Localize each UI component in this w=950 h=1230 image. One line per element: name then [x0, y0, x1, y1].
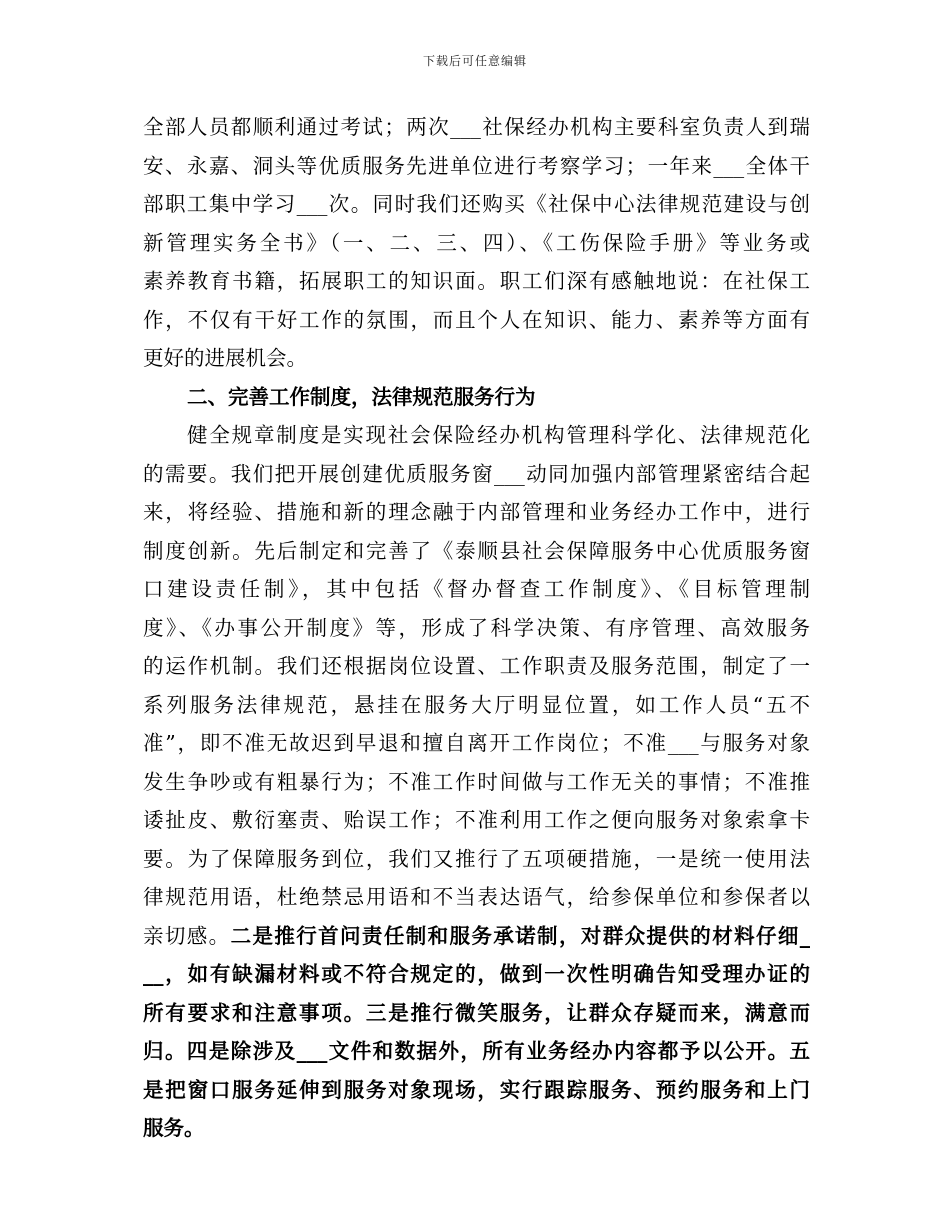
text-line: 来，将经验、措施和新的理念融于内部管理和业务经办工作中，进行	[143, 500, 810, 524]
text-line-bold: 归。四是除涉及___文件和数据外，所有业务经办内容都予以公开。五	[143, 1039, 810, 1063]
text-line: 口建设责任制》，其中包括《督办督查工作制度》、《目标管理制	[143, 577, 810, 601]
text-bold: 二是推行首问责任制和服务承诺制，对群众提供的材料仔细_	[230, 923, 810, 948]
text-line: 部职工集中学习___次。同时我们还购买《社保中心法律规范建设与创	[143, 192, 810, 216]
text-line-bold: 所有要求和注意事项。三是推行微笑服务，让群众存疑而来，满意而	[143, 1000, 810, 1025]
text-line: 更好的进展机会。	[143, 346, 307, 370]
text-line: 发生争吵或有粗暴行为；不准工作时间做与工作无关的事情；不准推	[143, 769, 810, 794]
text-line-bold: __，如有缺漏材料或不符合规定的，做到一次性明确告知受理办证的	[143, 962, 810, 986]
text-line: 制度创新。先后制定和完善了《泰顺县社会保障服务中心优质服务窗	[143, 538, 810, 563]
document-body	[143, 108, 810, 1148]
paragraph-1	[143, 108, 810, 378]
text-line: 全部人员都顺利通过考试；两次___社保经办机构主要科室负责人到瑞	[143, 115, 810, 139]
text-line: 系列服务法律规范，悬挂在服务大厅明显位置，如工作人员“五不	[143, 692, 810, 717]
text-line: 健全规章制度是实现社会保险经办机构管理科学化、法律规范化	[187, 423, 810, 447]
page-header: 下载后可任意编辑	[422, 54, 527, 68]
text-line: 的运作机制。我们还根据岗位设置、工作职责及服务范围，制定了一	[143, 654, 810, 678]
text-line: 诿扯皮、敷衍塞责、贻误工作；不准利用工作之便向服务对象索拿卡	[143, 808, 810, 832]
text-line: 作，不仅有干好工作的氛围，而且个人在知识、能力、素养等方面有	[143, 307, 810, 332]
text-line-mixed	[143, 917, 810, 956]
section-heading: 二、完善工作制度，法律规范服务行为	[187, 384, 536, 409]
text-line: 要。为了保障服务到位，我们又推行了五项硬措施，一是统一使用法	[143, 846, 810, 871]
text-line: 素养教育书籍，拓展职工的知识面。职工们深有感触地说：在社保工	[143, 269, 810, 293]
text-line: 新管理实务全书》（一、二、三、四）、《工伤保险手册》等业务或	[143, 230, 810, 255]
text-line-bold: 服务。	[143, 1116, 205, 1140]
text-normal: 亲切感。	[143, 923, 231, 948]
text-line: 的需要。我们把开展创建优质服务窗___动同加强内部管理紧密结合起	[143, 461, 810, 486]
text-line: 律规范用语，杜绝禁忌用语和不当表达语气，给参保单位和参保者以	[143, 885, 810, 909]
text-line: 度》、《办事公开制度》等，形成了科学决策、有序管理、高效服务	[143, 615, 810, 640]
text-line: 准”，即不准无故迟到早退和擅自离开工作岗位；不准___与服务对象	[143, 731, 810, 755]
paragraph-2	[143, 416, 810, 1148]
text-line-bold: 是把窗口服务延伸到服务对象现场，实行跟踪服务、预约服务和上门	[143, 1077, 810, 1102]
text-line: 安、永嘉、洞头等优质服务先进单位进行考察学习；一年来___全体干	[143, 153, 810, 178]
